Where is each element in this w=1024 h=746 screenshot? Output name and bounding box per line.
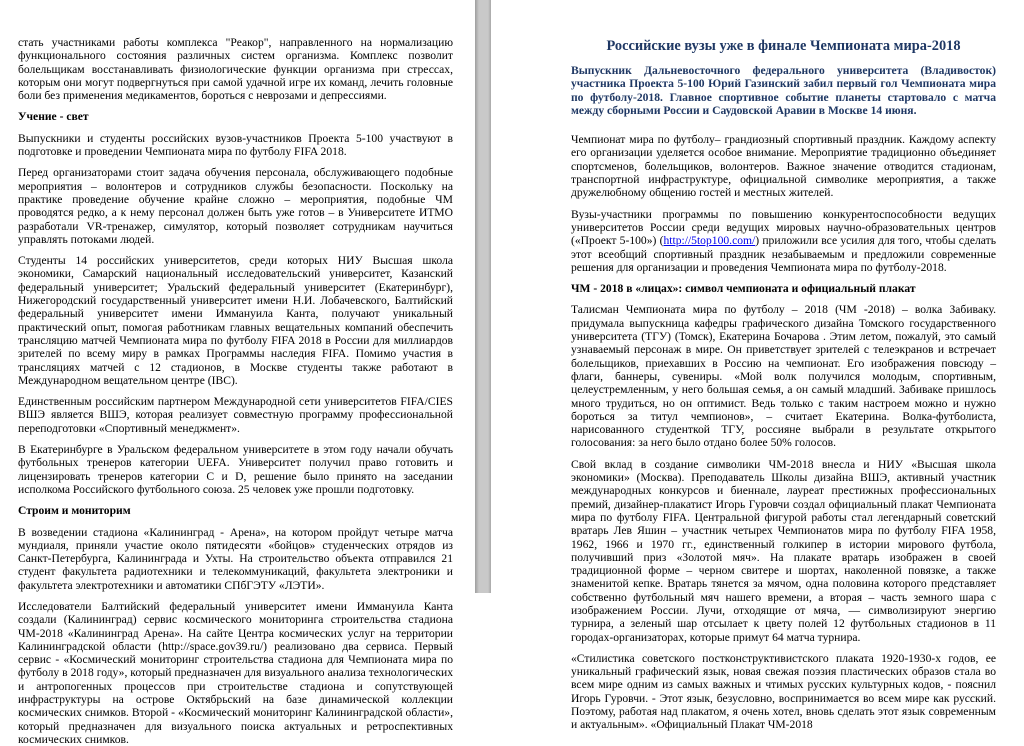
article-title: Российские вузы уже в финале Чемпионата мира-2018 <box>606 38 961 54</box>
article-lead: Выпускник Дальневосточного федерального университета (Владивосток) участника Проекта 5-100 Юрий Газинский забил первый гол Чемпионата мира по футболу-2018. Главное спортивное событие планеты стартовало с матча между сборными России и Саудовской Аравии в Москве 14 июня. <box>571 64 996 117</box>
paragraph-project <box>571 208 996 274</box>
paragraph: Единственным российским партнером Международной сети университетов FIFA/CIES ВШЭ является ВШЭ, которая реализует совместную программу профессиональной переподготовки «Спортивный менеджмент». <box>18 395 453 435</box>
paragraph: Перед организаторами стоит задача обучения персонала, обслуживающего подобные мероприятия – волонтеров и сотрудников службы безопасности. Поскольку на практике проведение обучение крайне сложно – мероприятия, подобные ЧМ проводятся редко, а к нему персонал должен быть уже готов – в Университете ИТМО разработали VR-тренажер, симулятор, который позволяет сотрудникам научиться управлять потоками людей. <box>18 166 453 246</box>
left-page-content <box>18 36 453 746</box>
paragraph: В возведении стадиона «Калининград - Арена», на котором пройдут четыре матча мундиаля, приняли участие около пятидесяти «бойцов» студенческих отрядов из Санкт-Петербурга, Калининграда и Ухты. На строительство объекта отправился 21 студент факультета радиотехники и телекоммуникаций, факультета электроники и факультета электротехники и автоматики СПбГЭТУ «ЛЭТИ». <box>18 525 453 592</box>
section-heading: Учение - свет <box>18 110 89 124</box>
paragraph-text: Вузы-участники программы по повышению конкурентоспособности ведущих университетов России среди ведущих мировых научно-образовательных центров («Проект 5-100») ( <box>571 207 996 248</box>
paragraph-text: ) приложили все усилия для того, чтобы сделать этот всеобщий спортивный праздник незабываемым и предложили современные решения для организации и проведения Чемпионата мира по футболу-2018. <box>571 234 996 274</box>
project-link[interactable]: http://5top100.com/ <box>663 234 756 248</box>
paragraph: В Екатеринбурге в Уральском федеральном университете в этом году начали обучать футбольных тренеров категории UEFA. Университет получил право готовить и лицензировать тренеров категории C и D, решение было принято на заседании исполкома Российского футбольного союза. 25 человек уже прошли подготовку. <box>18 443 453 496</box>
section-heading-symbols: ЧМ - 2018 в «лицах»: символ чемпионата и официальный плакат <box>571 282 916 296</box>
paragraph: Выпускники и студенты российских вузов-участников Проекта 5-100 участвуют в подготовке и проведении Чемпионата мира по футболу FIFA 2018. <box>18 131 453 159</box>
paragraph: стать участниками работы комплекса "Реакор", направленного на нормализацию функционального состояния различных систем организма. Комплекс позволит болельщикам восстанавливать физиологические функции организма при стрессах, которым они могут подвергнуться при самой удачной игре их команд, лечить головные боли без применения медикаментов, бороться с неврозами и депрессиями. <box>18 36 453 103</box>
document-page-right <box>491 0 1024 732</box>
page-gutter <box>475 0 491 593</box>
section-heading: Строим и мониторим <box>18 504 131 518</box>
document-page-left <box>0 0 475 746</box>
paragraph: Студенты 14 российских университетов, среди которых НИУ Высшая школа экономики, Самарский национальный исследовательский университет, Казанский федеральный университет; Уральский федеральный университет (Екатеринбург), Нижегородский государственный университет имени Н.И. Лобачевского, Балтийский федеральный университет имени Иммануила Канта, получают уникальный практический опыт, помогая работникам главных вещательных компаний обеспечить трансляцию матчей Чемпионата мира по футболу FIFA 2018 в России для миллиардов зрителей по всему миру в рамках Программы наследия FIFA. Помимо участия в трансляциях матчей с 12 стадионов, в Москве студенты также работают в Международном вещательном центре (IBC). <box>18 254 453 387</box>
paragraph: Исследователи Балтийский федеральный университет имени Иммануила Канта создали (Калининград) сервис космического мониторинга строительства стадиона ЧМ-2018 «Калининград Арена». На сайте Центра космических услуг на территории Калининградской области (http://space.gov39.ru/) реализовано два сервиса. Первый сервис - «Космический мониторинг строительства стадиона для Чемпионата мира по футболу в 2018 году», который предназначен для визуального анализа технологических и антропогенных процессов при строительстве стадиона и сопутствующей инфраструктуры на острове Октябрьский на базе динамической коллекции космических снимков. Второй - «Космический мониторинг Калининградской области», который предназначен для визуального поиска актуальных и ретроспективных космических снимков. <box>18 599 453 746</box>
paragraph-quote: «Стилистика советского постконструктивистского плаката 1920-1930-х годов, ее уникальный графический язык, новая свежая поэзия пластических образов стала во всем мире одним из самых важных и чтимых русских культурных кодов, - пояснил Игорь Гуровчи. - Этот язык, безусловно, воспринимается во всем мире как русский. Поэтому, работая над плакатом, я очень хотел, вновь сделать этот язык современным и актуальным». «Официальный Плакат ЧМ-2018 <box>571 651 996 732</box>
paragraph-intro: Чемпионат мира по футболу– грандиозный спортивный праздник. Каждому аспекту его организации уделяется особое внимание. Мероприятие традиционно объединяет спортсменов, болельщиков, волонтеров. Важное значение отводится стадионам, транспортной инфраструктуре, официальной символике мероприятия, а также дружелюбному общению гостей и местных жителей. <box>571 133 996 200</box>
paragraph-poster: Свой вклад в создание символики ЧМ-2018 внесла и НИУ «Высшая школа экономики» (Москва). Преподаватель Школы дизайна ВШЭ, активный участник международных конкурсов и биеннале, лауреат престижных профессиональных премий, дизайнер-плакатист Игорь Гуровчи создал официальный плакат Чемпионата мира по футболу FIFA. Центральной фигурой работы стал легендарный советский вратарь Лев Яшин – участник четырех Чемпионатов мира по футболу FIFA 1958, 1962, 1966 и 1970 гг., единственный голкипер в истории мирового футбола, получивший приз «Золотой мяч». На плакате вратарь изображен в своей традиционной форме – черном свитере и шортах, наколенной повязке, а также знаменитой кепке. Вратарь тянется за мячом, одна половина которого представляет собственно футбольный мяч нашего времени, а вторая – часть земного шара с изображением России. Лучи, отходящие от мяча, — символизируют энергию турнира, а зеленый шар отсылает к цвету полей 12 футбольных стадионов в 11 городах-организаторах, которые примут 64 матча турнира. <box>571 457 996 644</box>
paragraph-mascot: Талисман Чемпионата мира по футболу – 2018 (ЧМ -2018) – волка Забиваку. придумала выпускница кафедры графического дизайна Томского государственного университета (ТГУ) (Томск), Екатерина Бочарова . Этим летом, пожалуй, это самый узнаваемый персонаж в мире. Он приветствует зрителей с телеэкранов и встречает болельщиков, приехавших в Россию на чемпионат. Его изображения повсюду – флаги, баннеры, сувениры. «Мой волк получился молодым, спортивным, целеустремленным, у него большая семья, а он самый младший. Забиваке пришлось много трудиться, но он оптимист. Ведь только с таким настроем можно и нужно бороться за титул чемпионов», – считает Екатерина. Волка-футболиста, нарисованного студенткой ТГУ, россияне выбрали в результате открытого голосования: за него было отдано более 50% голосов. <box>571 303 996 450</box>
